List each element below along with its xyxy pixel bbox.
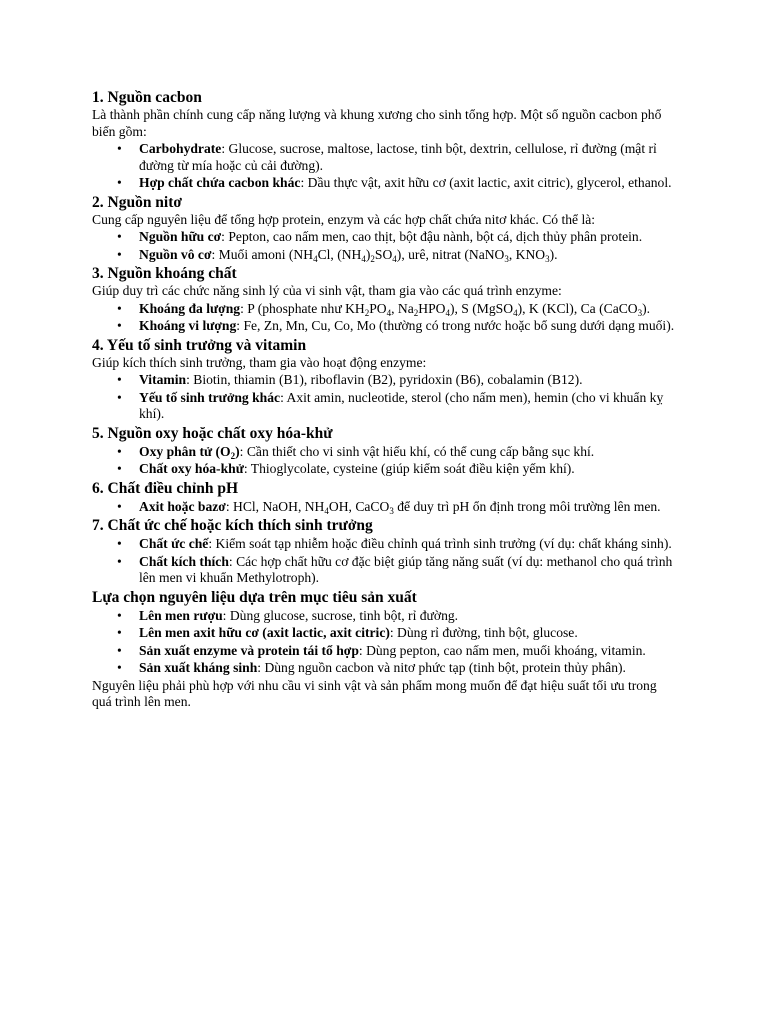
subscript: 2 [364,307,370,318]
item-text: OH, CaCO [328,498,390,514]
subscript: 3 [389,505,394,516]
subscript: 4 [313,253,318,264]
item-text: ), urê, nitrat (NaNO [396,246,505,262]
item-text: : P (phosphate như KH [240,300,365,316]
list-item [139,141,676,174]
section-title: 4. Yếu tố sinh trưởng và vitamin [92,336,307,354]
item-text: SO [374,246,393,262]
list-item [139,625,676,642]
bullet-list [92,372,676,423]
item-label: Yếu tố sinh trưởng khác [139,389,281,405]
list-item [139,390,676,423]
item-label: Chất kích thích [139,553,229,569]
item-text: : Dùng pepton, cao nấm men, muối khoáng, vitamin. [358,642,646,658]
item-label: Lên men axit hữu cơ (axit lactic, axit citric) [139,625,390,640]
section-title: 3. Nguồn khoáng chất [92,265,237,282]
item-text: : Pepton, cao nấm men, cao thịt, bột đậu nành, bột cá, dịch thủy phân protein. [221,229,643,244]
section-title: 2. Nguồn nitơ [92,193,182,211]
item-text: ). [549,246,558,262]
section-intro: Cung cấp nguyên liệu để tổng hợp protein, enzym và các hợp chất chứa nitơ khác. Có thể là: [92,211,596,227]
list-item [139,499,676,516]
list-item [139,660,676,677]
subscript: 2 [413,307,419,318]
bullet-list [92,229,676,263]
item-label-text: ) [235,443,240,459]
subscript: 2 [230,450,236,461]
section-intro: Giúp kích thích sinh trưởng, tham gia vào hoạt động enzyme: [92,354,427,370]
item-label: Nguồn vô cơ [139,246,212,262]
item-label: Carbohydrate [139,141,222,156]
section-title: 1. Nguồn cacbon [92,89,202,106]
subscript: 3 [637,307,643,318]
list-item [139,444,676,461]
list-item [139,301,676,318]
subscript: 4 [392,253,397,264]
list-item [139,554,676,587]
subscript: 4 [513,307,518,318]
item-text: : Axit amin, nucleotide, sterol (cho nấm men), hemin (cho vi khuẩn kỵ khí). [139,389,664,421]
item-label: Vitamin [139,372,187,387]
item-label: Khoáng vi lượng [139,318,237,333]
item-label: Axit hoặc bazơ [139,498,226,514]
item-text: ) [365,246,371,262]
list-item [139,608,676,625]
item-text: để duy trì pH ổn định trong môi trường lên men. [393,498,661,514]
item-text: : HCl, NaOH, NH [225,498,325,514]
section-title: 6. Chất điều chỉnh pH [92,479,239,497]
list-item [139,318,676,335]
subscript: 3 [545,253,550,264]
item-text: : Dùng nguồn cacbon và nitơ phức tạp (tinh bột, protein thủy phân). [257,660,626,675]
item-text: HPO [418,300,446,316]
item-text: : Glucose, sucrose, maltose, lactose, tinh bột, dextrin, cellulose, rỉ đường (mật rỉ đường từ mía hoặc củ cải đường). [139,141,657,173]
subscript: 4 [361,253,366,264]
section-intro: Giúp duy trì các chức năng sinh lý của vi sinh vật, tham gia vào các quá trình enzyme: [92,283,562,298]
item-label: Nguồn hữu cơ [139,229,222,244]
item-label [139,444,240,459]
item-text: : Dùng glucose, sucrose, tinh bột, rỉ đường. [222,607,459,623]
item-text: Cl, (NH [317,246,362,262]
item-text: : Cần thiết cho vi sinh vật hiếu khí, có thể cung cấp bằng sục khí. [239,443,595,459]
bullet-list [92,301,676,335]
item-label: Sản xuất enzyme và protein tái tổ hợp [139,642,359,658]
bullet-list [92,536,676,587]
item-text: : Các hợp chất hữu cơ đặc biệt giúp tăng năng suất (ví dụ: methanol cho quá trình lên men vi khuẩn Methylotroph). [139,553,673,585]
item-label-text: Oxy phân tử (O [139,443,231,459]
item-text: : Kiểm soát tạp nhiễm hoặc điều chỉnh quá trình sinh trưởng (ví dụ: chất kháng sinh). [208,536,672,551]
item-text: : Dầu thực vật, axit hữu cơ (axit lactic, axit citric), glycerol, ethanol. [300,175,672,190]
item-text: , KNO [508,246,546,262]
list-item [139,372,676,389]
item-label: Khoáng đa lượng [139,300,241,316]
subscript: 2 [370,253,375,264]
bullet-list [92,141,676,192]
subscript: 4 [386,307,392,318]
bullet-list [92,444,676,478]
item-text: PO [369,300,387,316]
item-text: : Biotin, thiamin (B1), riboflavin (B2), pyridoxin (B6), cobalamin (B12). [186,372,583,387]
item-text: ), S (MgSO [449,300,514,316]
item-label: Chất oxy hóa-khử [139,461,244,476]
section-title: 7. Chất ức chế hoặc kích thích sinh trưởng [92,517,373,534]
list-item [139,643,676,660]
item-label: Lên men rượu [139,607,223,623]
conclusion-paragraph: Nguyên liệu phải phù hợp với nhu cầu vi sinh vật và sản phẩm mong muốn để đạt hiệu suất tối ưu trong quá trình lên men. [92,677,657,709]
item-label: Chất ức chế [139,536,209,551]
list-item [139,229,676,246]
subscript: 4 [324,505,329,516]
item-label: Sản xuất kháng sinh [139,660,258,675]
item-label: Hợp chất chứa cacbon khác [139,175,301,190]
item-text: , Na [391,300,414,316]
subscript: 4 [445,307,450,318]
bullet-list [92,608,676,677]
list-item [139,536,676,553]
item-text: : Thioglycolate, cysteine (giúp kiểm soát điều kiện yếm khí). [243,461,575,476]
section-title: Lựa chọn nguyên liệu dựa trên mục tiêu sản xuất [92,588,417,606]
item-text: : Muối amoni (NH [211,246,314,262]
item-text: ). [642,300,651,316]
item-text: ), K (KCl), Ca (CaCO [517,300,638,316]
section-intro: Là thành phần chính cung cấp năng lượng và khung xương cho sinh tổng hợp. Một số nguồn cacbon phổ biến gồm: [92,107,662,139]
item-text: : Fe, Zn, Mn, Cu, Co, Mo (thường có trong nước hoặc bổ sung dưới dạng muối). [236,318,675,333]
list-item [139,175,676,192]
list-item [139,461,676,478]
section-title: 5. Nguồn oxy hoặc chất oxy hóa-khử [92,424,333,442]
list-item [139,247,676,264]
bullet-list [92,499,676,516]
item-text: : Dùng rỉ đường, tinh bột, glucose. [389,625,578,640]
subscript: 3 [504,253,509,264]
